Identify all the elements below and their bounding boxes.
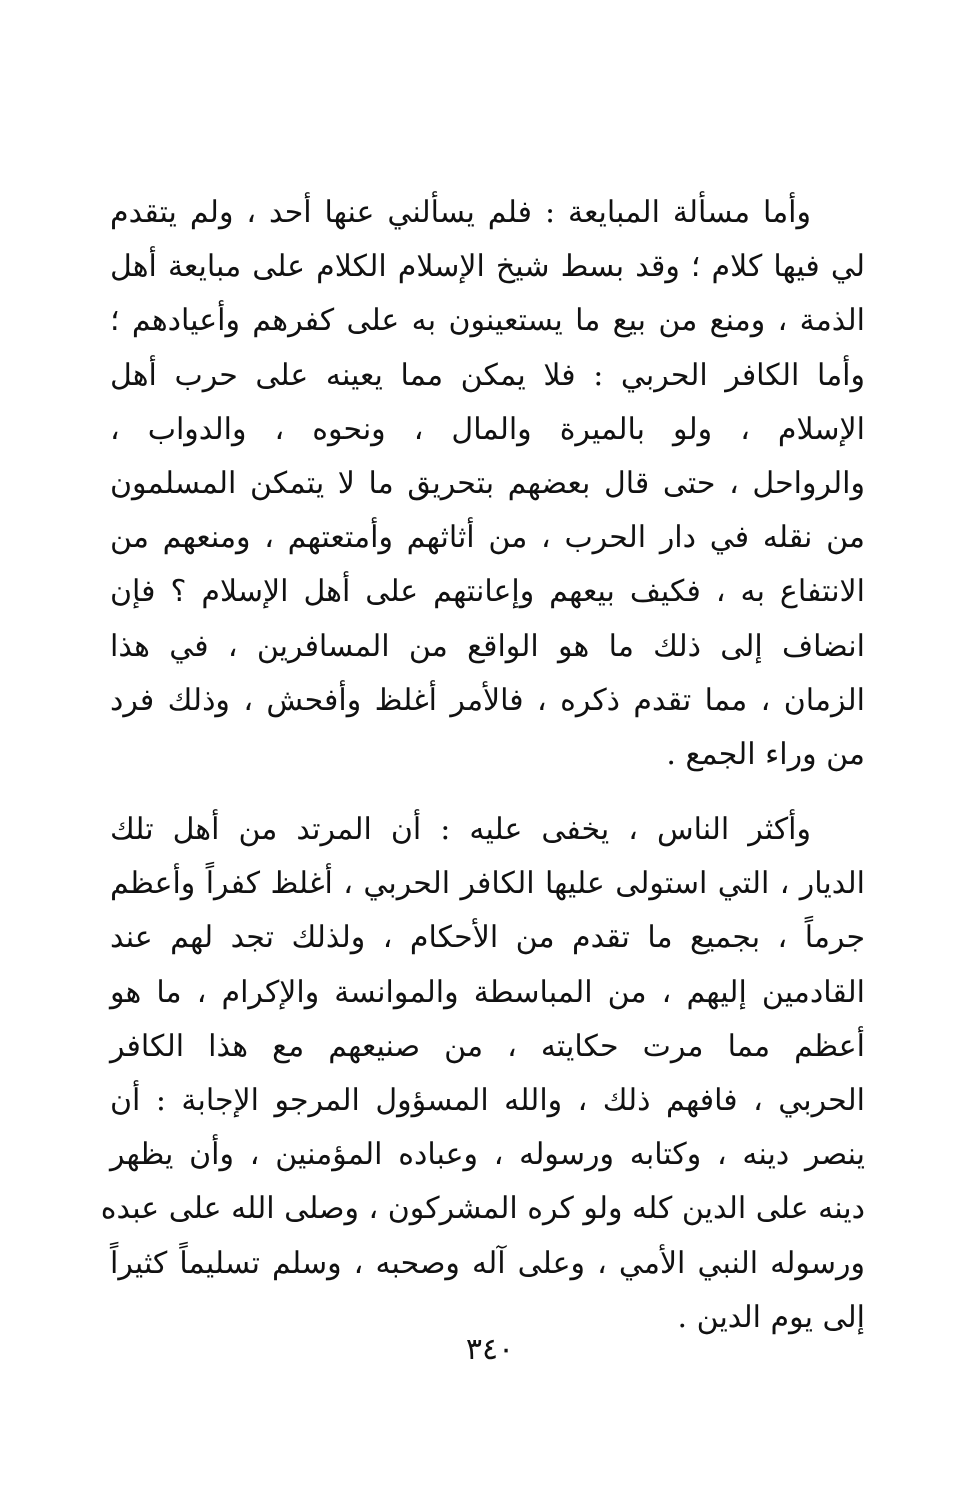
text-line: جرماً ، بجميع ما تقدم من الأحكام ، ولذلك تجد لهم عند [110, 920, 865, 956]
page-number: ٣٤٠ [465, 1332, 515, 1367]
text-line: الزمان ، مما تقدم ذكره ، فالأمر أغلظ وأفحش ، وذلك فرد [110, 682, 865, 718]
text-line: دينه على الدين كله ولو كره المشركون ، وصلى الله على عبده [100, 1191, 865, 1227]
text-line: وأما مسألة المبايعة : فلم يسألني عنها أحد ، ولم يتقدم [110, 195, 811, 230]
text-line: ينصر دينه ، وكتابه ورسوله ، وعباده المؤمنين ، وأن يظهر [110, 1137, 865, 1173]
text-line: من وراء الجمع . [666, 736, 865, 772]
text-line: الحربي ، فافهم ذلك ، والله المسؤول المرجو الإجابة : أن [110, 1083, 865, 1118]
text-line: انضاف إلى ذلك ما هو الواقع من المسافرين ، في هذا [110, 628, 865, 664]
text-line: إلى يوم الدين . [677, 1299, 865, 1335]
text-line: ورسوله النبي الأمي ، وعلى آله وصحبه ، وسلم تسليماً كثيراً [110, 1245, 865, 1281]
text-line: وأكثر الناس ، يخفى عليه : أن المرتد من أهل تلك [110, 812, 811, 848]
text-line: من نقله في دار الحرب ، من أثاثهم وأمتعتهم ، ومنعهم من [110, 520, 865, 556]
text-line: القادمين إليهم ، من المباسطة والموانسة والإكرام ، ما هو [110, 974, 865, 1010]
text-line: الإسلام ، ولو بالميرة والمال ، ونحوه ، والدواب ، [110, 411, 865, 447]
text-line: والرواحل ، حتى قال بعضهم بتحريق ما لا يتمكن المسلمون [110, 465, 865, 501]
text-line: الذمة ، ومنع من بيع ما يستعينون به على كفرهم وأعيادهم ؛ [110, 303, 865, 339]
text-line: وأما الكافر الحربي : فلا يمكن مما يعينه على حرب أهل [110, 357, 865, 393]
text-line: أعظم مما مرت حكايته ، من صنيعهم مع هذا الكافر [110, 1028, 865, 1064]
text-line: الديار ، التي استولى عليها الكافر الحربي ، أغلظ كفراً وأعظم [110, 866, 865, 902]
paragraph-2 [100, 803, 865, 1345]
text-line: لي فيها كلام ؛ وقد بسط شيخ الإسلام الكلام على مبايعة أهل [110, 249, 865, 285]
page-body [100, 186, 865, 1345]
paragraph-1 [110, 186, 865, 782]
text-line: الانتفاع به ، فكيف بيعهم وإعانتهم على أهل الإسلام ؟ فإن [110, 574, 865, 610]
